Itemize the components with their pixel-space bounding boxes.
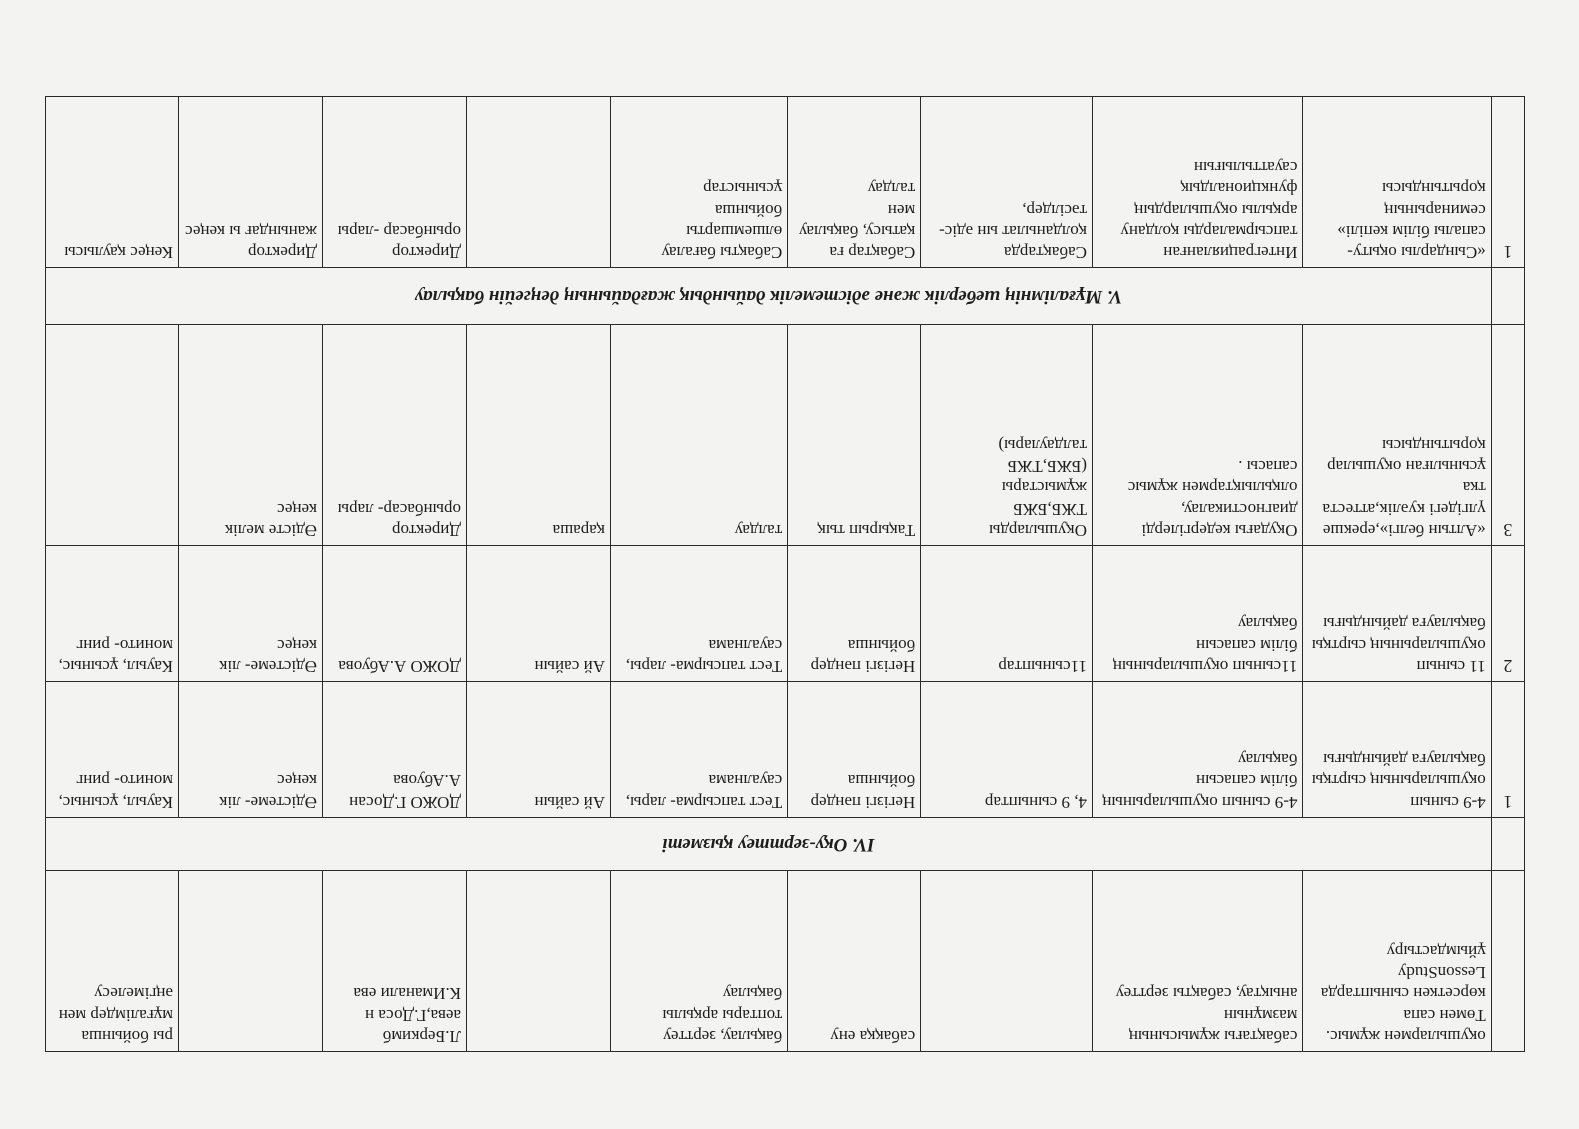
cell-goal: «Алтын белгі»,ерекше үлгідегі куәлік,аттеста тка ұсынылған оқушылар қорытындысы [1303,324,1491,545]
cell-responsible: Л.Беркимб аева,Г.Доса н К.Иманали ева [323,870,467,1051]
cell-responsible: Директор орынбасар -лары [323,97,467,268]
row-number: 3 [1491,324,1524,545]
cell-method: Тест тапсырма- лары, сауалнама [611,681,788,817]
table-row [46,97,1525,268]
cell-object: 11сыныптар [921,545,1093,681]
cell-type: сабаққа ену [788,870,921,1051]
table-row [46,681,1525,817]
cell-goal: 4-9 сынып оқушыларының сыртқы бақылауға дайындығы [1303,681,1491,817]
cell-type: Негізгі пәндер бойынша [788,545,921,681]
row-number [1491,870,1524,1051]
cell-object: Сабақтарда қолданылат ын әдіс- тәсілдер, [921,97,1093,268]
cell-type: Сабақтар ға қатысу, бақылау мен талдау [788,97,921,268]
cell-method: Тест тапсырма- лары, сауалнама [611,545,788,681]
cell-period: Ай сайын [467,545,611,681]
cell-method: Сабақты бағалау өлшемшарты бойынша ұсыныстар [611,97,788,268]
section-number-cell [1491,817,1524,870]
section-number-cell [1491,268,1524,324]
cell-responsible: Директор орынбасар- лары [323,324,467,545]
cell-object: Оқушыларды ТЖБ,БЖБ жұмыстары (БЖБ,ТЖБ талдаулары) [921,324,1093,545]
cell-goal: оқушылармен жұмыс. Төмен сапа көрсеткен сыныптарда LessonStudy ұйымдастыру [1303,870,1491,1051]
cell-goal: 11 сынып оқушыларының сыртқы бақылауға дайындығы [1303,545,1491,681]
row-number: 2 [1491,545,1524,681]
cell-content: сабақтағы жұмысының мазмұнын анықтау, сабақты зерттеу [1092,870,1302,1051]
cell-content: 11сынып оқушыларының білім сапасын бақылау [1092,545,1302,681]
cell-where-reviewed: Әдістеме- лік кеңес [179,545,323,681]
table-row [46,545,1525,681]
section-v-title: V. Мұғалімнің шеберлік және әдістемелік дайындық жағдайының деңгейін бақылау [46,268,1492,324]
cell-responsible: ДОЖО Г.Досан А.Абуова [323,681,467,817]
cell-responsible: ДОЖО А.Абуова [323,545,467,681]
table-row [46,324,1525,545]
section-row [46,817,1525,870]
cell-method: бақылау, зерттеу топтары арқылы бақылау [611,870,788,1051]
cell-where-reviewed [179,870,323,1051]
cell-result: Кеңес қаулысы [46,97,179,268]
cell-result [46,324,179,545]
cell-type: Негізгі пәндер бойынша [788,681,921,817]
cell-where-reviewed: Әдісте мелік кеңес [179,324,323,545]
cell-object: 4, 9 сыныптар [921,681,1093,817]
cell-goal: «Сындарлы оқыту- сапалы білім кепілі» семинарының қорытындысы [1303,97,1491,268]
cell-content: Интеграцияланған тапсырмаларды қолдану арқылы оқушылардың функционалдық сауаттылығын [1092,97,1302,268]
cell-type: Тақырып тық [788,324,921,545]
row-number: 1 [1491,681,1524,817]
control-plan-table [45,96,1525,1052]
cell-method: талдау [611,324,788,545]
cell-where-reviewed: Әдістеме- лік кеңес [179,681,323,817]
cell-result: ры бойынша мұғалімдер мен әңгімелесу [46,870,179,1051]
cell-object [921,870,1093,1051]
cell-result: Кауыл, ұсыныс, монито- ринг [46,545,179,681]
table-row [46,870,1525,1051]
cell-period [467,870,611,1051]
section-row [46,268,1525,324]
cell-period: Ай сайын [467,681,611,817]
row-number: 1 [1491,97,1524,268]
cell-result: Кауыл, ұсыныс, монито- ринг [46,681,179,817]
cell-where-reviewed: Директор жанындағ ы кеңес [179,97,323,268]
cell-period [467,97,611,268]
cell-period: қараша [467,324,611,545]
plan-table-rotated [45,96,1525,1052]
cell-content: 4-9 сынып оқушыларының білім сапасын бақылау [1092,681,1302,817]
cell-content: Оқудағы кедергілерді диагностикалау, олқылықтармен жұмыс сапасы . [1092,324,1302,545]
section-iv-title: IV. Оқу-зерттеу қызметі [46,817,1492,870]
